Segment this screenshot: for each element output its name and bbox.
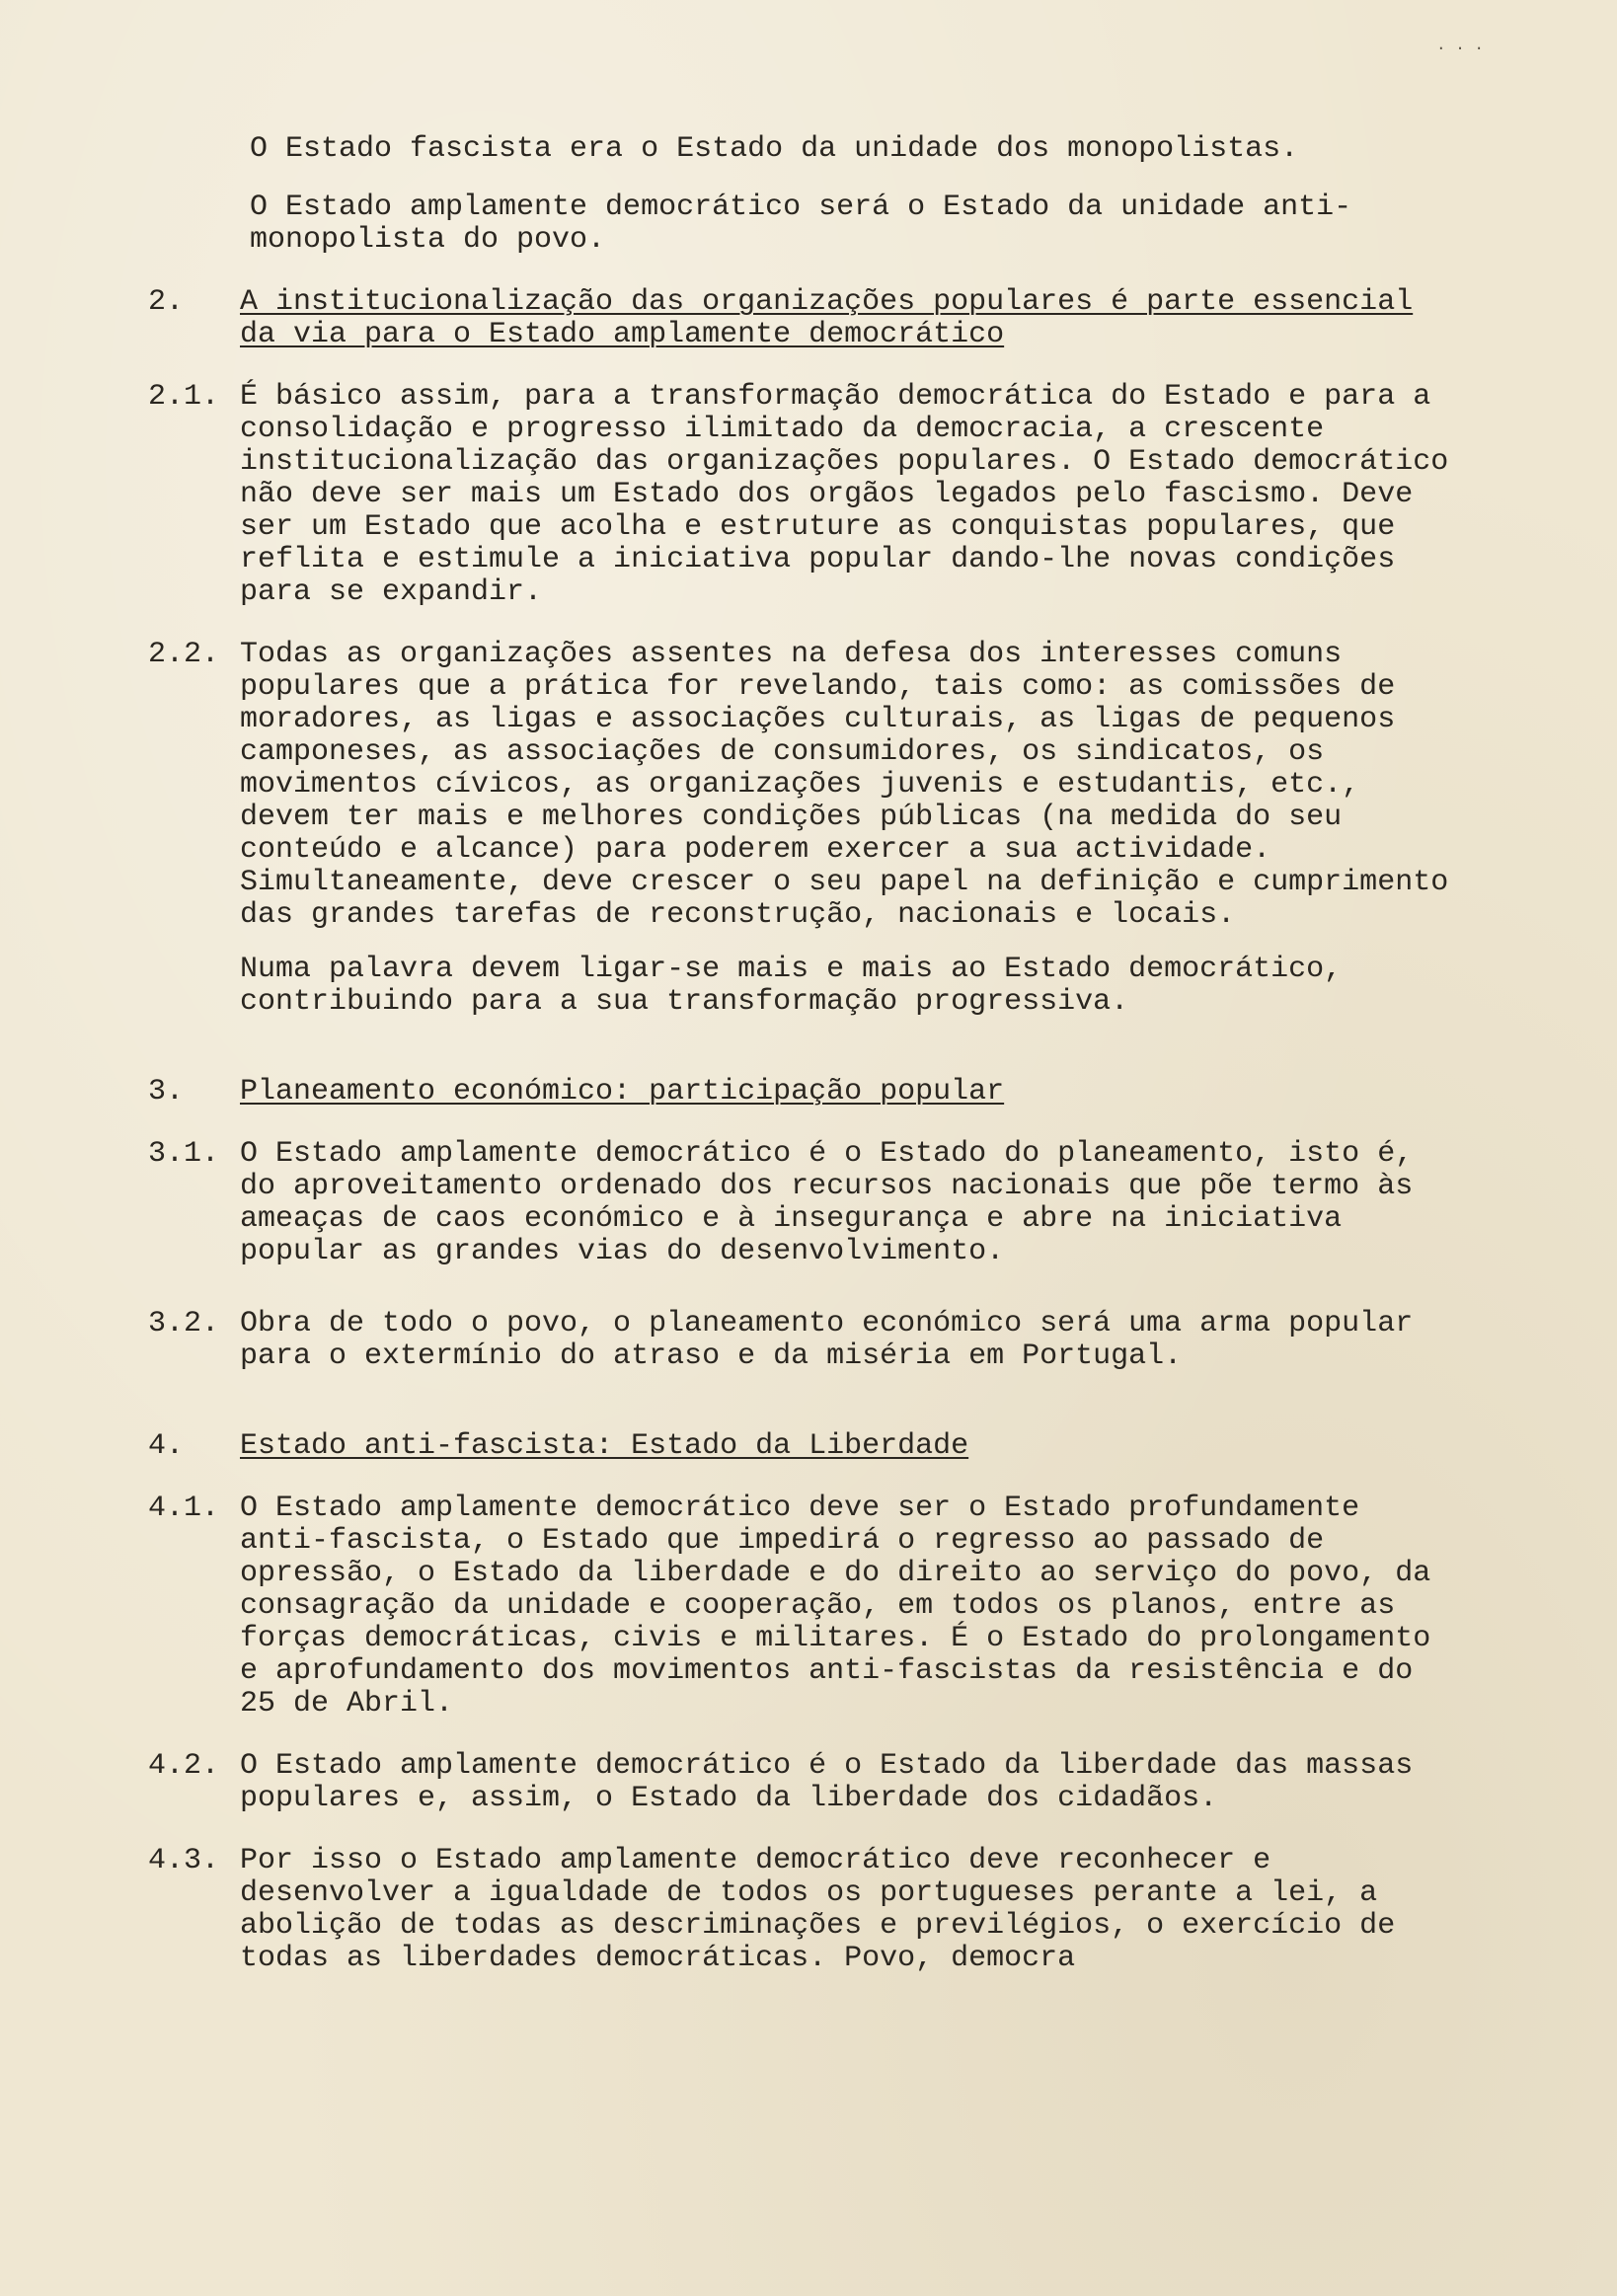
ink-speck: · · · <box>1436 39 1485 57</box>
item-paragraph: Por isso o Estado amplamente democrático deve reconhecer e desenvolver a igualdade de todos os portugueses perante a lei, a abolição de todas as descriminações e previlégios, o exercício de todas as liberdades democráticas. Povo, democra <box>240 1844 1396 1975</box>
document-body <box>148 133 1461 1975</box>
item-number: 3.1. <box>148 1137 220 1171</box>
section-number: 3. <box>148 1075 185 1109</box>
item-number: 2.2. <box>148 638 220 671</box>
item-paragraph: O Estado amplamente democrático é o Estado do planeamento, isto é, do aproveitamento ordenado dos recursos nacionais que põe termo às ameaças de caos económico e à insegurança e abre na iniciativa popular as grandes vias do desenvolvimento. <box>240 1137 1414 1268</box>
intro-line-1: O Estado fascista era o Estado da unidade dos monopolistas. <box>250 132 1299 166</box>
section-number: 2. <box>148 285 185 319</box>
item-3-1 <box>148 1138 1461 1268</box>
item-number: 4.3. <box>148 1844 220 1877</box>
item-paragraph: É básico assim, para a transformação democrática do Estado e para a consolidação e progresso ilimitado da democracia, a crescente institucionalização das organizações populares. O Estado democrático não deve ser mais um Estado dos orgãos legados pelo fascismo. Deve ser um Estado que acolha e estruture as conquistas populares, que reflita e estimule a iniciativa popular dando-lhe novas condições para se expandir. <box>240 380 1449 609</box>
item-number: 4.2. <box>148 1749 220 1783</box>
item-paragraph: Obra de todo o povo, o planeamento económico será uma arma popular para o extermínio do atraso e da miséria em Portugal. <box>240 1307 1414 1373</box>
item-number: 4.1. <box>148 1492 220 1525</box>
item-4-3 <box>148 1845 1461 1975</box>
section-heading: Estado anti-fascista: Estado da Liberdade <box>240 1429 969 1463</box>
item-number: 2.1. <box>148 380 220 414</box>
item-2-1 <box>148 381 1461 609</box>
item-paragraph: O Estado amplamente democrático deve ser o Estado profundamente anti-fascista, o Estado que impedirá o regresso ao passado de opressão, o Estado da liberdade e do direito ao serviço do povo, da consagração da unidade e cooperação, em todos os planos, entre as forças democráticas, civis e militares. É o Estado do prolongamento e aprofundamento dos movimentos anti-fascistas da resistência e do 25 de Abril. <box>240 1492 1431 1721</box>
item-4-2 <box>148 1750 1461 1815</box>
section-heading: A institucionalização das organizações populares é parte essencial da via para o Estado amplamente democrático <box>240 285 1414 351</box>
item-paragraph: O Estado amplamente democrático é o Estado da liberdade das massas populares e, assim, o Estado da liberdade dos cidadãos. <box>240 1749 1414 1815</box>
intro-line-2: O Estado amplamente democrático será o Estado da unidade anti-monopolista do povo. <box>250 191 1352 257</box>
section-4 <box>148 1430 1461 1463</box>
item-number: 3.2. <box>148 1307 220 1340</box>
item-3-2 <box>148 1308 1461 1373</box>
item-2-2 <box>148 639 1461 1019</box>
section-3 <box>148 1076 1461 1109</box>
section-number: 4. <box>148 1429 185 1463</box>
item-4-1 <box>148 1492 1461 1721</box>
item-paragraph: Numa palavra devem ligar-se mais e mais ao Estado democrático, contribuindo para a sua transformação progressiva. <box>240 953 1343 1019</box>
section-2 <box>148 286 1461 351</box>
section-heading: Planeamento económico: participação popular <box>240 1075 1005 1109</box>
item-paragraph: Todas as organizações assentes na defesa dos interesses comuns populares que a prática for revelando, tais como: as comissões de moradores, as ligas e associações culturais, as ligas de pequenos camponeses, as associações de consumidores, os sindicatos, os movimentos cívicos, as organizações juvenis e estudantis, etc., devem ter mais e melhores condições públicas (na medida do seu conteúdo e alcance) para poderem exercer a sua actividade. Simultaneamente, deve crescer o seu papel na definição e cumprimento das grandes tarefas de reconstrução, nacionais e locais. <box>240 638 1449 932</box>
